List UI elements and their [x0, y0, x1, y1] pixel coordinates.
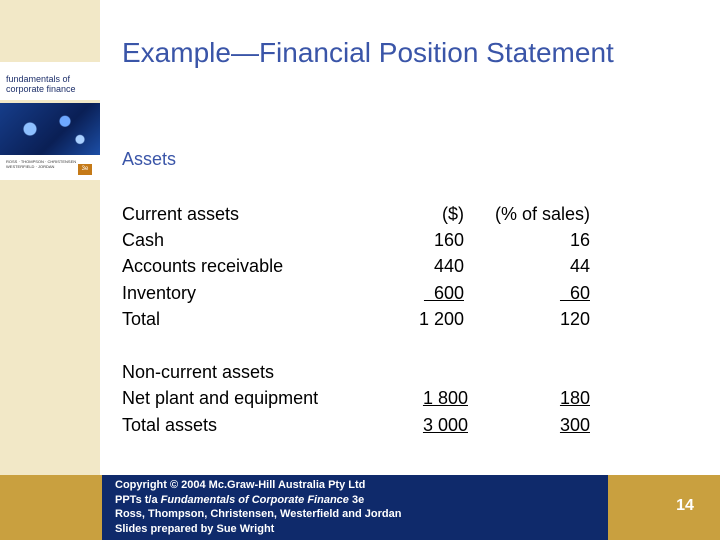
row-percent: 16	[569, 230, 590, 250]
row-label: Current assets	[122, 204, 240, 224]
footer-line2	[115, 493, 401, 508]
cover-edition-badge: 3e	[78, 164, 92, 175]
row-percent: 300	[559, 415, 590, 435]
row-label: Total assets	[122, 415, 218, 435]
row-amount: 440	[433, 256, 464, 276]
row-label: Non-current assets	[122, 362, 275, 382]
table-row	[0, 204, 720, 230]
footer-line2-suffix: 3e	[348, 493, 365, 506]
row-percent: 120	[559, 309, 590, 329]
row-label: Total	[122, 309, 161, 329]
cover-authors-line1: ROSS · THOMPSON · CHRISTENSEN	[6, 159, 77, 164]
footer-line3: Ross, Thompson, Christensen, Westerfield and Jordan	[115, 508, 402, 520]
table-row	[0, 309, 720, 335]
row-amount: 3 000	[422, 415, 468, 435]
table-row	[0, 256, 720, 282]
section-heading: Assets	[122, 149, 177, 169]
cover-title-line2: corporate finance	[6, 84, 76, 94]
row-percent: 44	[569, 256, 590, 276]
cover-authors-line2: WESTERFIELD · JORDAN	[6, 164, 55, 169]
table-row	[0, 230, 720, 256]
cover-photo	[0, 103, 100, 155]
table-row	[0, 388, 720, 414]
row-amount: 1 200	[418, 309, 464, 329]
row-label: Accounts receivable	[122, 256, 284, 276]
row-percent: 180	[559, 388, 590, 408]
footer-line2-prefix: PPTs t/a	[115, 493, 161, 506]
footer-book-title: Fundamentals of Corporate Finance	[160, 493, 349, 506]
cover-authors	[6, 159, 76, 169]
table-row	[0, 362, 720, 388]
row-amount: 1 800	[422, 388, 468, 408]
book-cover-image	[0, 62, 100, 180]
row-amount: 600	[423, 283, 464, 303]
row-percent: 60	[559, 283, 590, 303]
cover-title	[6, 74, 76, 94]
row-label: Cash	[122, 230, 165, 250]
row-amount: ($)	[442, 204, 464, 224]
row-label: Net plant and equipment	[122, 388, 319, 408]
table-row	[0, 415, 720, 441]
cover-title-line1: fundamentals of	[6, 74, 71, 84]
footer-line1: Copyright © 2004 Mc.Graw-Hill Australia Pty Ltd	[115, 479, 366, 491]
row-percent: (% of sales)	[494, 204, 590, 224]
footer-line4: Slides prepared by Sue Wright	[115, 522, 275, 535]
table-row	[0, 283, 720, 309]
page-number: 14	[676, 497, 694, 514]
slide-title: Example—Financial Position Statement	[122, 37, 614, 68]
row-amount: 160	[433, 230, 464, 250]
row-label: Inventory	[122, 283, 197, 303]
footer-copyright	[115, 478, 401, 536]
